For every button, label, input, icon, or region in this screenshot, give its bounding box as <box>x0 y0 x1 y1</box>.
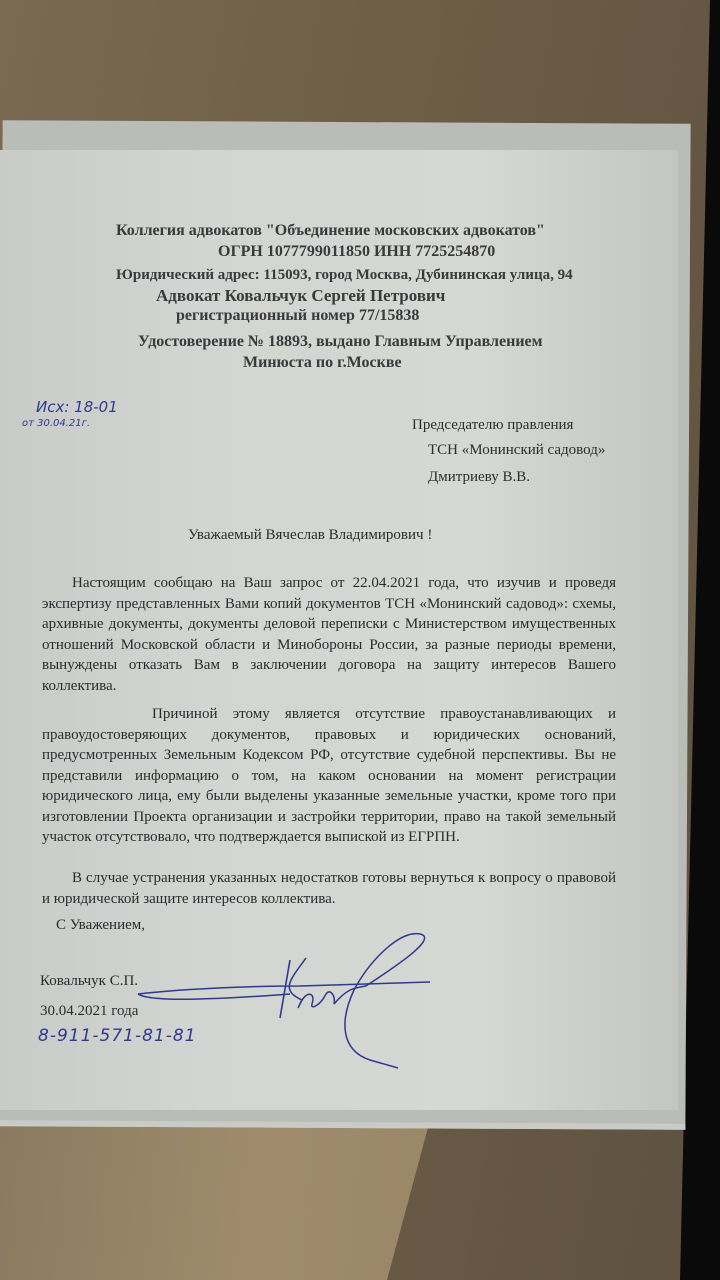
signature-icon <box>130 930 450 1080</box>
handwritten-outgoing-number: Исх: 18-01 <box>36 398 118 416</box>
paragraph-conditions: В случае устранения указанных недостатков готовы вернуться к вопросу о правовой и юридической защите интересов коллектива. <box>42 870 616 907</box>
letterhead-ministry: Минюста по г.Москве <box>243 354 402 371</box>
letterhead-org-name: Коллегия адвокатов "Объединение московских адвокатов" <box>116 222 545 239</box>
closing-phrase: С Уважением, <box>56 917 146 933</box>
desk-surface <box>0 1120 430 1280</box>
letterhead-certificate: Удостоверение № 18893, выдано Главным Управлением <box>138 333 543 350</box>
letterhead-reg-number: регистрационный номер 77/15838 <box>176 307 420 324</box>
addressee-name: Дмитриеву В.В. <box>428 469 531 485</box>
handwritten-phone: 8-911-571-81-81 <box>38 1026 197 1046</box>
paragraph-request-reply: Настоящим сообщаю на Ваш запрос от 22.04.2021 года, что изучив и проведя экспертизу представленных Вами копий документов ТСН «Монинский садовод»: схемы, архивные документы, документы деловой переписки с Министерством имущественных отношений Московской области и Минобороны России, за разные периоды времени, вынуждены отказать Вам в заключении договора на защиту интересов Вашего коллектива. <box>42 575 616 694</box>
salutation: Уважаемый Вячеслав Владимирович ! <box>188 527 433 543</box>
paragraph-reasons: Причиной этому является отсутствие правоустанавливающих и правоудостоверяющих документов, правовых и юридических оснований, предусмотренных Земельным Кодексом РФ, отсутствие судебной перспективы. Вы не представили информацию о том, на каком основании на момент регистрации юридического лица, ему были выделены указанные земельные участки, кроме того при изготовлении Проекта организации и застройки территории, право на такой земельный участок отсутствовало, что подтверждается выпиской из ЕГРПН. <box>42 706 616 845</box>
handwritten-outgoing-date: от 30.04.21г. <box>22 418 91 429</box>
addressee-organization: ТСН «Монинский садовод» <box>428 442 606 458</box>
addressee-position: Председателю правления <box>412 417 574 433</box>
signatory-name: Ковальчук С.П. <box>40 973 139 989</box>
letterhead-ogrn-inn: ОГРН 1077799011850 ИНН 7725254870 <box>218 243 496 260</box>
letterhead-address: Юридический адрес: 115093, город Москва, Дубининская улица, 94 <box>116 267 573 283</box>
letterhead-lawyer-name: Адвокат Ковальчук Сергей Петрович <box>156 286 446 305</box>
letter-page <box>0 150 678 1110</box>
letter-date: 30.04.2021 года <box>40 1003 139 1019</box>
